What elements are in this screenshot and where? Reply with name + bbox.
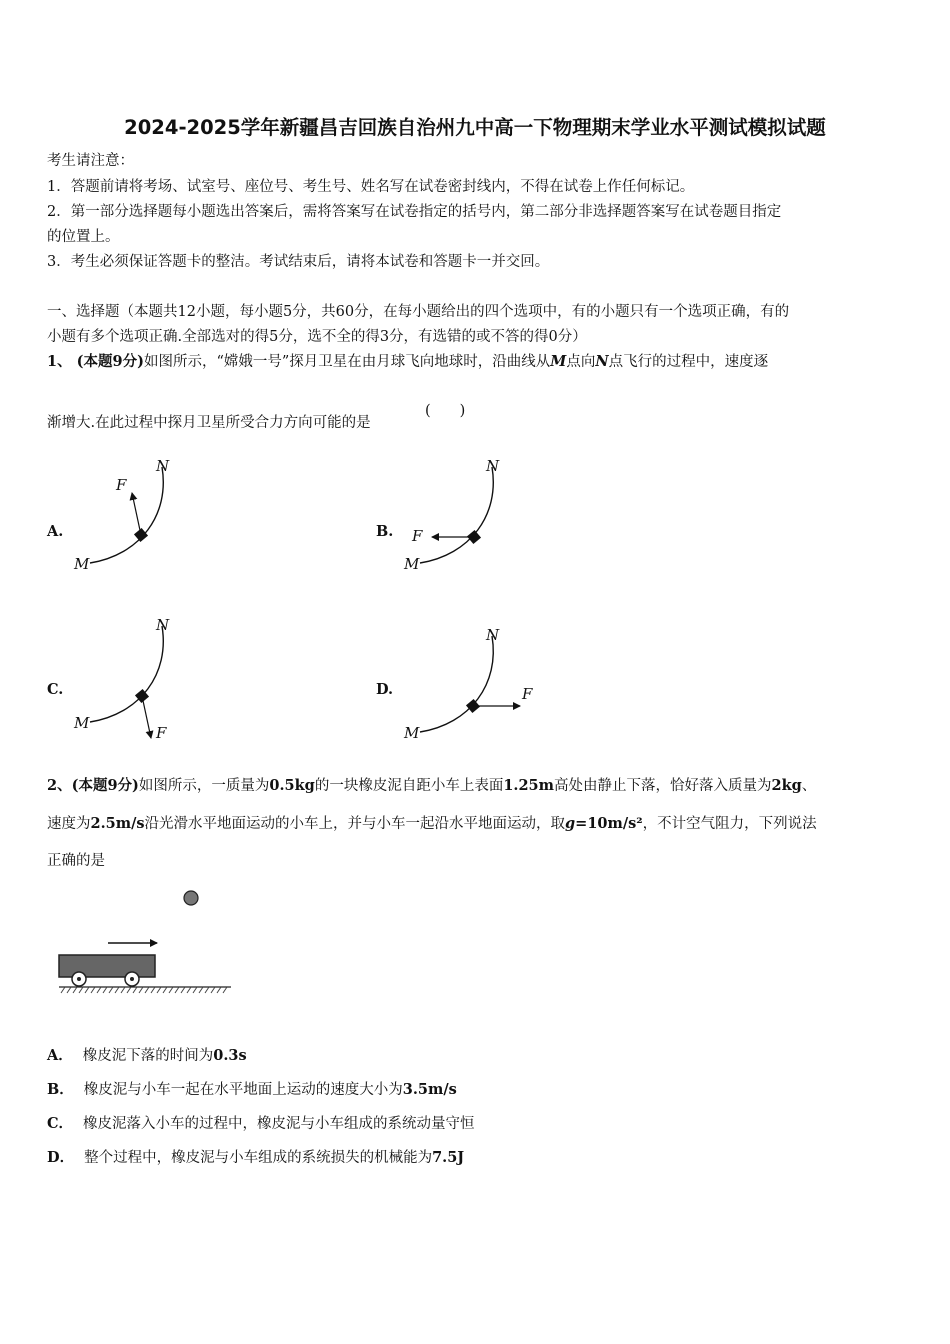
q2-text: 高处由静止下落，恰好落入质量为	[554, 778, 772, 794]
option-text: 橡皮泥下落的时间为	[82, 1048, 214, 1064]
end-label-n: N	[156, 457, 170, 475]
option-text: 整个过程中，橡皮泥与小车组成的系统损失的机械能为	[84, 1150, 433, 1166]
q2-option-b	[47, 1078, 457, 1099]
section-heading-line1: 一、选择题（本题共12小题，每小题5分，共60分，在每小题给出的四个选项中，有的小题只有一个选项正确，有的	[47, 304, 790, 320]
q1-option-c-label: C.	[47, 681, 64, 698]
force-label: F	[522, 685, 533, 703]
end-label-n: N	[486, 457, 500, 475]
force-arrow	[142, 696, 151, 738]
q1-option-a-diagram	[70, 455, 200, 575]
q2-height: 1.25m	[503, 777, 554, 794]
q2-text: 如图所示，一质量为	[138, 778, 270, 794]
q2-g-symbol: g	[565, 815, 576, 832]
q1-stem	[47, 353, 768, 371]
force-label: F	[116, 476, 127, 494]
trajectory-curve	[420, 636, 493, 732]
notice-item-3: 3．考生必须保证答题卡的整洁。考试结束后，请将本试卷和答题卡一并交回。	[47, 254, 550, 270]
notice-item-1: 1．答题前请将考场、试室号、座位号、考生号、姓名写在试卷密封线内，不得在试卷上作任何标记。	[47, 179, 695, 195]
q2-g-value: =10m/s²	[575, 815, 643, 832]
q1-option-a-label: A.	[47, 523, 64, 540]
option-value: 3.5m/s	[402, 1081, 457, 1098]
q1-point-m: M	[550, 353, 567, 370]
start-label-m: M	[404, 555, 420, 573]
option-text: 橡皮泥落入小车的过程中，橡皮泥与小车组成的系统动量守恒	[83, 1116, 475, 1132]
q2-speed: 2.5m/s	[90, 815, 145, 832]
q1-number: 1、 (本题9分)	[47, 353, 144, 370]
start-label-m: M	[74, 714, 90, 732]
start-label-m: M	[404, 724, 420, 742]
q2-text: 的一块橡皮泥自距小车上表面	[314, 778, 504, 794]
clay-ball	[184, 891, 198, 905]
q2-text: 、	[801, 778, 817, 794]
q2-number: 2、(本题9分)	[47, 777, 139, 794]
q2-cart-diagram	[55, 885, 240, 1000]
q1-point-n: N	[595, 353, 609, 370]
q2-mass-cart: 2kg	[771, 777, 802, 794]
q1-option-b-diagram	[400, 455, 530, 575]
q1-answer-bracket: ( )	[425, 403, 466, 419]
q1-option-c-diagram	[70, 614, 200, 744]
trajectory-curve	[90, 626, 163, 722]
q1-option-d-label: D.	[376, 681, 394, 698]
option-value: 0.3s	[213, 1047, 247, 1064]
ground-hatch	[61, 987, 227, 993]
force-label: F	[156, 724, 167, 742]
q2-stem-line3: 正确的是	[47, 853, 105, 869]
q2-text: 速度为	[47, 816, 91, 832]
notice-heading: 考生请注意：	[47, 153, 134, 169]
end-label-n: N	[486, 626, 500, 644]
option-value: 7.5J	[432, 1149, 465, 1166]
q2-option-c	[47, 1112, 475, 1133]
q2-option-d	[47, 1146, 464, 1167]
option-letter: B．	[47, 1081, 74, 1098]
trajectory-curve	[90, 467, 163, 563]
q2-stem-line1	[47, 777, 816, 795]
option-letter: D．	[47, 1149, 75, 1166]
notice-item-2-cont: 的位置上。	[47, 229, 120, 245]
q1-text-a: 如图所示，“嫦娥一号”探月卫星在由月球飞向地球时，沿曲线从	[143, 354, 551, 370]
q2-text: ，不计空气阻力，下列说法	[642, 816, 817, 832]
option-text: 橡皮泥与小车一起在水平地面上运动的速度大小为	[83, 1082, 403, 1098]
start-label-m: M	[74, 555, 90, 573]
q2-option-a	[47, 1044, 247, 1065]
q1-text-c: 点飞行的过程中，速度逐	[608, 354, 769, 370]
q2-mass-clay: 0.5kg	[269, 777, 315, 794]
end-label-n: N	[156, 616, 170, 634]
force-label: F	[412, 527, 423, 545]
q1-stem-line2: 渐增大.在此过程中探月卫星所受合力方向可能的是	[47, 415, 371, 431]
option-letter: C．	[47, 1115, 74, 1132]
option-letter: A．	[47, 1047, 73, 1064]
q2-stem-line2	[47, 815, 817, 833]
q2-text: 沿光滑水平地面运动的小车上，并与小车一起沿水平地面运动，取	[144, 816, 566, 832]
trajectory-curve	[420, 467, 493, 563]
page-title: 2024-2025学年新疆昌吉回族自治州九中高一下物理期末学业水平测试模拟试题	[124, 116, 826, 139]
notice-item-2: 2．第一部分选择题每小题选出答案后，需将答案写在试卷指定的括号内，第二部分非选择题答案写在试卷题目指定	[47, 204, 782, 220]
q1-option-b-label: B.	[376, 523, 394, 540]
q1-text-b: 点向	[566, 354, 596, 370]
section-heading-line2: 小题有多个选项正确.全部选对的得5分，选不全的得3分，有选错的或不答的得0分）	[47, 329, 587, 345]
q1-option-d-diagram	[400, 624, 550, 744]
force-arrow	[132, 493, 141, 535]
